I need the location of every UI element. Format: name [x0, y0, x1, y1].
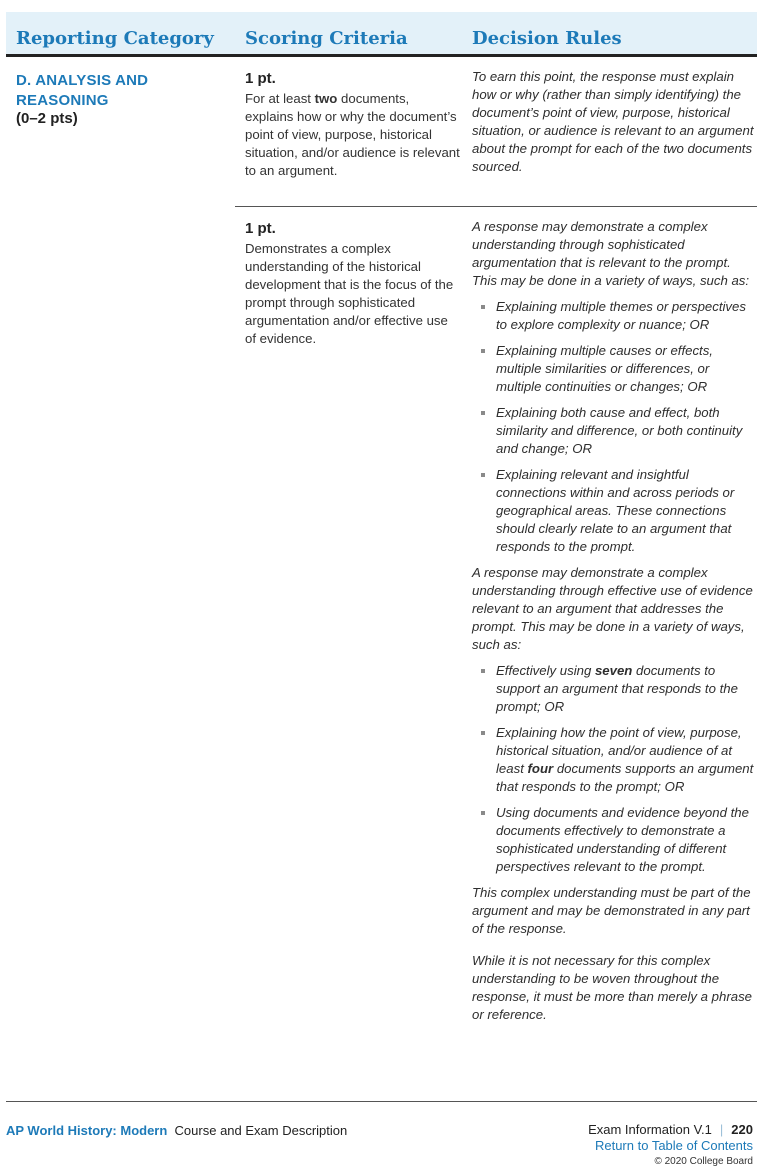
list-item: Explaining both cause and effect, both similarity and difference, or both continuity and change; OR [472, 404, 754, 458]
category-name-line1: D. ANALYSIS AND [16, 72, 149, 89]
list-item: Explaining how the point of view, purpose, historical situation, and/or audience of at least four documents supports an argument that responds to the prompt; OR [472, 724, 754, 796]
row2-criteria-text: Demonstrates a complex understanding of the historical development that is the focus of the prompt through sophisticated argumentation and/or effective use of evidence. [245, 241, 454, 346]
row2-points: 1 pt. [245, 220, 276, 237]
argumentation-bullet-list [472, 298, 754, 556]
version-label: V.1 [693, 1122, 712, 1137]
evidence-bullet-list [472, 662, 754, 876]
list-item: Explaining multiple themes or perspectives to explore complexity or nuance; OR [472, 298, 754, 334]
column-header-scoring-criteria: Scoring Criteria [245, 28, 408, 49]
category-points: (0–2 pts) [16, 110, 78, 127]
row2-intro-evidence: A response may demonstrate a complex understanding through effective use of evidence relevant to an argument that addresses the prompt. This may be done in a variety of ways, such as: [472, 565, 753, 652]
section-name: Exam Information [588, 1122, 690, 1137]
list-item: Explaining multiple causes or effects, multiple similarities or differences, or multiple continuities or changes; OR [472, 342, 754, 396]
table-header [6, 12, 757, 57]
return-to-toc-link[interactable]: Return to Table of Contents [594, 1138, 753, 1153]
decision-rule-row-2 [472, 218, 754, 1032]
row2-closing-2: While it is not necessary for this complex understanding to be woven throughout the response, it must be more than merely a phrase or reference. [472, 953, 753, 1022]
page-number: 220 [731, 1122, 753, 1137]
list-item: Effectively using seven documents to support an argument that responds to the prompt; OR [472, 662, 754, 716]
footer-page-info [588, 1122, 753, 1170]
list-item: Using documents and evidence beyond the documents effectively to demonstrate a sophisticated understanding of different perspectives relevant to the prompt. [472, 804, 754, 876]
row2-closing-1: This complex understanding must be part of the argument and may be demonstrated in any part of the response. [472, 885, 751, 936]
reporting-category [16, 71, 148, 111]
list-item: Explaining relevant and insightful connections within and across periods or geographical areas. These connections should clearly relate to an argument that responds to the prompt. [472, 466, 754, 556]
course-description: Course and Exam Description [174, 1123, 348, 1138]
criteria-row-2 [245, 220, 460, 348]
course-name: AP World History: Modern [6, 1123, 168, 1138]
separator: | [719, 1122, 724, 1137]
row1-rule-text: To earn this point, the response must explain how or why (rather than simply identifying) the document’s point of view, purpose, historical situation, or audience is relevant to an argument about the prompt for each of the two documents sourced. [472, 69, 754, 174]
category-name-line2: REASONING [16, 92, 109, 109]
criteria-row-1 [245, 70, 460, 180]
decision-rule-row-1 [472, 68, 754, 184]
column-header-reporting-category: Reporting Category [16, 28, 214, 49]
footer-course-info [6, 1123, 347, 1138]
column-header-decision-rules: Decision Rules [472, 28, 622, 49]
row1-criteria-text: For at least two documents, explains how or why the document’s point of view, purpose, historical situation, and/or audience is relevant to an argument. [245, 91, 460, 178]
row1-points: 1 pt. [245, 70, 276, 87]
row2-intro-argumentation: A response may demonstrate a complex understanding through sophisticated argumentation that is relevant to the prompt. This may be done in a variety of ways, such as: [472, 219, 750, 288]
copyright: © 2020 College Board [654, 1156, 753, 1167]
row-divider [235, 206, 757, 207]
table-bottom-border [6, 1101, 757, 1102]
